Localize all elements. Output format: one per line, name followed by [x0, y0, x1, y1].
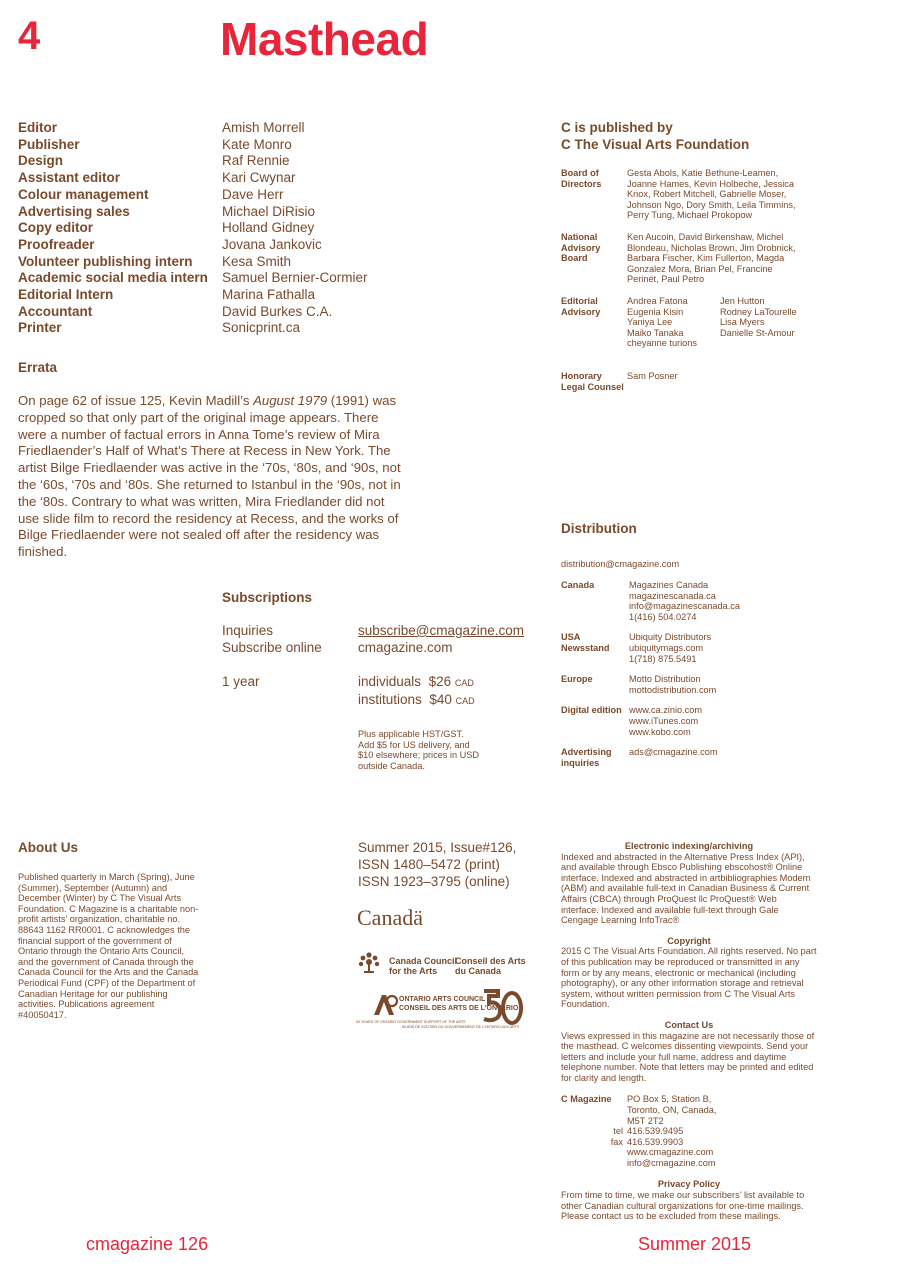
- editorial-members-col2: [720, 296, 797, 349]
- staff-role: Academic social media intern: [18, 270, 208, 286]
- board-label: Board of Directors: [561, 168, 602, 189]
- distribution-value: www.kobo.com: [629, 726, 691, 737]
- institutions-price: $40: [429, 692, 452, 708]
- editorial-member: Jen Hutton: [720, 296, 765, 306]
- distribution-label-line: Digital edition: [561, 705, 622, 716]
- contact-heading: Contact Us: [664, 1019, 714, 1030]
- errata-artwork-title: August 1979: [253, 393, 328, 408]
- canada-wordmark-logo: Canadä: [357, 905, 423, 930]
- distribution-value: mottodistribution.com: [629, 684, 717, 695]
- cc-french-line: du Canada: [455, 966, 502, 976]
- distribution-value: Motto Distribution: [629, 674, 701, 685]
- distribution-value: 1(416) 504.0274: [629, 611, 697, 622]
- staff-row: [18, 254, 368, 271]
- footer-left: cmagazine 126: [86, 1234, 209, 1254]
- tel-label: tel: [613, 1126, 623, 1137]
- address-line: Toronto, ON, Canada,: [627, 1105, 717, 1116]
- issue-info: [358, 839, 516, 890]
- contact-address-block: [561, 1094, 817, 1170]
- institutions-label: institutions: [358, 692, 422, 708]
- staff-role: Copy editor: [18, 220, 94, 236]
- about-text: Published quarterly in March (Spring), June (Summer), September (Autumn) and December (Winter) by C The Visual Arts Foundation. C Magazine is a charitable non-profit artists’ organization, charitable no. 88643 1162 RR0001. C acknowledges the financial support of the government of Ontario through the Ontario Arts Council, and the government of Canada through the Canada Council for the Arts and the Canada Periodical Fund (CPF) of the Department of Canadian Heritage for our publishing activities. Publications agreement #40050417.: [18, 872, 199, 1020]
- staff-name: Kesa Smith: [222, 253, 292, 269]
- subscriptions-block: [222, 623, 542, 710]
- staff-row: [18, 220, 368, 237]
- staff-name: Holland Gidney: [222, 220, 315, 236]
- editorial-label: Editorial Advisory: [561, 296, 601, 317]
- national-members: Ken Aucoin, David Birkenshaw, Michel Blondeau, Nicholas Brown, Jim Drobnick, Barbara Fischer, Kim Fullerton, Magda Gonzalez Mora, Brian Pel, Francine Perinét, Paul Petro: [627, 232, 796, 285]
- distribution-label: [561, 705, 629, 737]
- contact-email[interactable]: info@cmagazine.com: [627, 1158, 716, 1169]
- distribution-entry: [561, 674, 821, 695]
- staff-row: [18, 204, 368, 221]
- publisher-heading-line: C is published by: [561, 120, 673, 135]
- distribution-entry: [561, 747, 821, 768]
- staff-role: Design: [18, 153, 64, 169]
- online-label: Subscribe online: [222, 639, 322, 655]
- cc-english-line: for the Arts: [389, 966, 438, 976]
- distribution-label-line: USA: [561, 632, 581, 643]
- oac-french-name: CONSEIL DES ARTS DE L’ONTARIO: [399, 1004, 519, 1012]
- distribution-label-line: Advertising: [561, 747, 612, 758]
- term-label: 1 year: [222, 674, 260, 690]
- staff-name: Dave Herr: [222, 186, 284, 202]
- footer-right: Summer 2015: [638, 1234, 752, 1254]
- indexing-heading: Electronic indexing/archiving: [624, 841, 754, 851]
- staff-row: [18, 304, 368, 321]
- distribution-label-line: Newsstand: [561, 642, 610, 653]
- canada-council-logo: [358, 951, 528, 977]
- distribution-label-line: inquiries: [561, 757, 600, 768]
- distribution-value: info@magazinescanada.ca: [629, 601, 740, 612]
- distribution-entry: [561, 632, 821, 664]
- issue-line: Summer 2015, Issue#126,: [358, 840, 517, 855]
- staff-role: Publisher: [18, 136, 80, 152]
- staff-name: Marina Fathalla: [222, 287, 316, 303]
- staff-row: [18, 137, 368, 154]
- staff-row: [18, 287, 368, 304]
- distribution-list: [561, 580, 821, 778]
- ontario-arts-council-logo: [356, 988, 524, 1034]
- page-title: Masthead: [220, 13, 429, 65]
- staff-row: [18, 153, 368, 170]
- staff-name: Kate Monro: [222, 136, 292, 152]
- editorial-member: Danielle St-Amour: [720, 327, 795, 338]
- staff-name: Jovana Jankovic: [222, 236, 322, 252]
- distribution-values: [629, 580, 740, 622]
- individuals-price: $26: [428, 674, 452, 690]
- currency: CAD: [455, 696, 475, 707]
- about-heading: About Us: [18, 840, 78, 855]
- online-url[interactable]: cmagazine.com: [358, 639, 453, 655]
- fax-label: fax: [610, 1136, 623, 1147]
- distribution-heading: Distribution: [561, 521, 637, 536]
- distribution-value: Ubiquity Distributors: [629, 632, 712, 643]
- distribution-label: [561, 674, 629, 695]
- national-label: National Advisory Board: [561, 232, 601, 264]
- staff-role: Editor: [18, 120, 57, 135]
- distribution-value: www.ca.zinio.com: [629, 705, 703, 716]
- distribution-values: [629, 632, 711, 664]
- copyright-heading: Copyright: [667, 935, 711, 946]
- publisher-heading-line: C The Visual Arts Foundation: [561, 136, 750, 152]
- staff-role: Accountant: [18, 303, 93, 319]
- staff-name: Raf Rennie: [222, 153, 290, 169]
- distribution-label-line: Europe: [561, 674, 593, 685]
- legal-block: [561, 841, 817, 1222]
- individuals-label: individuals: [358, 674, 422, 690]
- editorial-member: Lisa Myers: [720, 317, 765, 328]
- distribution-label: [561, 632, 629, 664]
- currency: CAD: [454, 678, 474, 689]
- editorial-member: Andrea Fatona: [627, 296, 688, 306]
- address-line: M5T 2T2: [627, 1115, 664, 1126]
- staff-role: Volunteer publishing intern: [18, 253, 193, 269]
- issue-issn-online: ISSN 1923–3795 (online): [358, 874, 510, 889]
- address-line: PO Box 5, Station B,: [627, 1094, 712, 1105]
- staff-name: Sonicprint.ca: [222, 320, 301, 336]
- subscriptions-note: Plus applicable HST/GST. Add $5 for US delivery, and $10 elsewhere; prices in USD outside Canada.: [358, 729, 480, 771]
- editorial-member: Yaniya Lee: [627, 317, 673, 328]
- national-advisory-board: [561, 232, 811, 285]
- staff-row: [18, 170, 368, 187]
- distribution-label-line: Canada: [561, 580, 595, 590]
- inquiries-label: Inquiries: [222, 623, 274, 638]
- privacy-heading: Privacy Policy: [657, 1179, 721, 1190]
- staff-role: Assistant editor: [18, 170, 121, 186]
- publisher-heading: [561, 120, 749, 153]
- issue-issn-print: ISSN 1480–5472 (print): [358, 857, 500, 872]
- staff-role: Editorial Intern: [18, 287, 114, 303]
- distribution-entry: [561, 705, 821, 737]
- staff-name: Kari Cwynar: [222, 170, 296, 186]
- distribution-value: Magazines Canada: [629, 580, 709, 590]
- staff-row: [18, 237, 368, 254]
- subscriptions-heading: Subscriptions: [222, 590, 313, 605]
- honorary-label: Honorary Legal Counsel: [561, 371, 624, 392]
- staff-row: [18, 320, 368, 337]
- page-number: 4: [18, 14, 41, 58]
- honorary-legal-counsel: [561, 371, 811, 392]
- website[interactable]: www.cmagazine.com: [627, 1147, 714, 1158]
- staff-name: Samuel Bernier-Cormier: [222, 270, 368, 286]
- errata-text: [18, 393, 408, 561]
- staff-list: [18, 120, 368, 337]
- staff-role: Printer: [18, 320, 62, 336]
- distribution-label: [561, 747, 629, 768]
- staff-row: [18, 120, 368, 137]
- staff-role: Colour management: [18, 186, 149, 202]
- distribution-values: [629, 705, 702, 737]
- distribution-email[interactable]: distribution@cmagazine.com: [561, 559, 680, 569]
- editorial-member: Maiko Tanaka: [627, 327, 684, 338]
- inquiries-email-link[interactable]: subscribe@cmagazine.com: [358, 623, 525, 638]
- staff-role: Proofreader: [18, 236, 95, 252]
- address: [627, 1094, 716, 1126]
- cmagazine-label: C Magazine: [561, 1094, 612, 1105]
- tel-number: 416.539.9495: [627, 1126, 684, 1137]
- errata-heading: Errata: [18, 360, 58, 375]
- errata-text-part: (1991) was cropped so that only part of the original image appears. There were a number of factual errors in Anna Tome’s review of Mira Friedlaender’s Half of What’s There at Recess in New York. The artist Bilge Friedlaender was active in the ‘70s, ‘80s, and ‘90s, not the ‘60s, ‘70s and ‘80s. She returned to Istanbul in the ‘90s, not in the ‘80s. Contrary to what was written, Mira Friedlander did not use slide film to record the residency at Recess, and the works of Bilge Friedlaender were not sealed off after the residency was finished.: [18, 393, 401, 560]
- distribution-value: www.iTunes.com: [629, 715, 699, 726]
- staff-name: Michael DiRisio: [222, 203, 316, 219]
- oac-tagline-fr: 50 ANS DE SOUTIEN DU GOUVERNEMENT DE L’ONTARIO AUX ARTS: [402, 1025, 520, 1029]
- oac-emblem-icon: [372, 993, 400, 1017]
- editorial-member: Rodney LaTourelle: [720, 306, 797, 317]
- cc-french-line: Conseil des Arts: [455, 956, 526, 966]
- cc-english-line: Canada Council: [389, 956, 458, 966]
- distribution-values: [629, 674, 716, 695]
- fax-number: 416.539.9903: [627, 1136, 684, 1147]
- board-of-directors: [561, 168, 811, 221]
- editorial-advisory: [561, 296, 821, 349]
- indexing-text: Indexed and abstracted in the Alternative Press Index (API), and available through Ebsco Publishing ebscohost® Online interface. Indexed and abstracted in artbibliographies Modern (ABM) and available full-text in Canadian Business & Current Affairs (CBCA) through ProQuest llc ProQuest® Web interface. Indexed and available full-text through Gale Cengage Learning InfoTrac®: [561, 851, 811, 926]
- contact-text: Views expressed in this magazine are not necessarily those of the masthead. C welcomes dissenting viewpoints. Send your letters and include your full name, address and daytime telephone number. Note that letters may be printed and edited for clarity and length.: [561, 1030, 815, 1083]
- staff-name: David Burkes C.A.: [222, 303, 333, 319]
- honorary-member: Sam Posner: [627, 371, 678, 381]
- staff-row: [18, 270, 368, 287]
- staff-role: Advertising sales: [18, 203, 130, 219]
- editorial-member: cheyanne turions: [627, 338, 697, 349]
- canada-council-emblem-icon: [358, 951, 380, 975]
- board-members: Gesta Abols, Katie Bethune-Leamen, Joanne Hames, Kevin Holbeche, Jessica Knox, Robert Mitchell, Gabrielle Moser, Johnson Ngo, Dory Smith, Leila Timmins, Perry Tung, Michael Prokopow: [627, 168, 796, 221]
- errata-text-part: On page 62 of issue 125, Kevin Madill’s: [18, 393, 254, 408]
- distribution-value: ads@cmagazine.com: [629, 747, 718, 758]
- staff-row: [18, 187, 368, 204]
- oac-tagline-en: 50 YEARS OF ONTARIO GOVERNMENT SUPPORT OF THE ARTS: [356, 1020, 466, 1024]
- copyright-text: 2015 C The Visual Arts Foundation. All rights reserved. No part of this publication may be reproduced or transmitted in any form or by any means, electronic or mechanical (including photography), or any other information storage and retrieval system, without written permission from C The Visual Arts Foundation.: [561, 946, 817, 1010]
- oac-english-name: ONTARIO ARTS COUNCIL: [399, 996, 486, 1003]
- distribution-value: magazinescanada.ca: [629, 590, 716, 601]
- distribution-entry: [561, 580, 821, 622]
- editorial-member: Eugenia Kisin: [627, 306, 684, 317]
- distribution-values: [629, 747, 717, 768]
- distribution-label: [561, 580, 629, 622]
- privacy-text: From time to time, we make our subscribers’ list available to other Canadian cultural organizations for one-time mailings. Please contact us to be excluded from these mailings.: [561, 1190, 805, 1222]
- distribution-value: 1(718) 875.5491: [629, 653, 697, 664]
- editorial-members-col1: [627, 296, 720, 349]
- distribution-value: ubiquitymags.com: [629, 642, 704, 653]
- staff-name: Amish Morrell: [222, 120, 305, 135]
